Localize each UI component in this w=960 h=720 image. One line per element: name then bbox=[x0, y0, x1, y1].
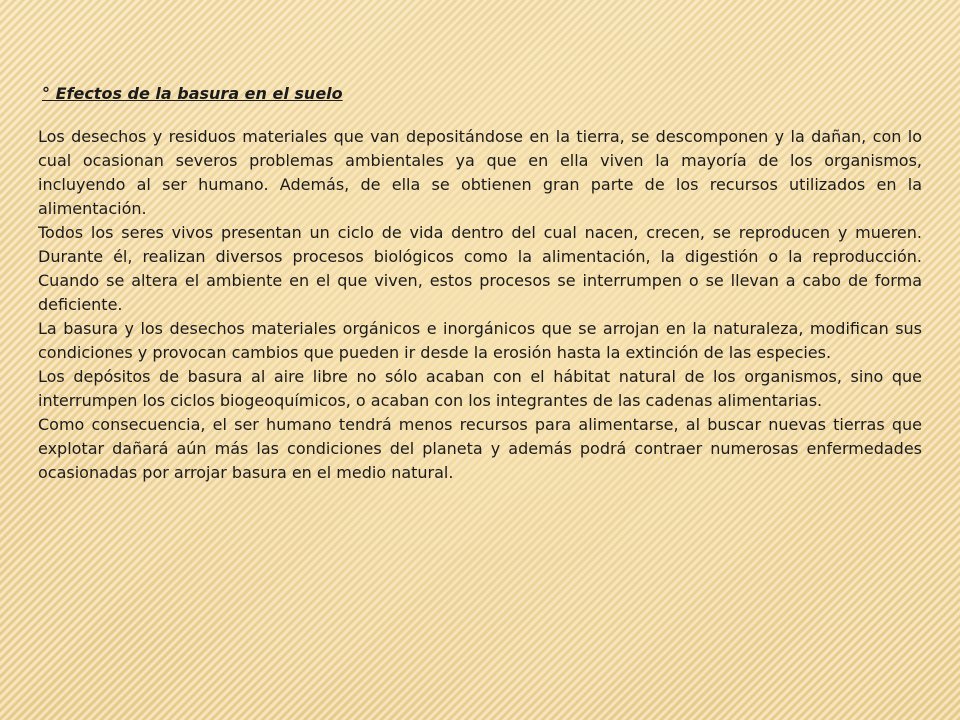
slide-content bbox=[38, 84, 922, 485]
slide-heading: ° Efectos de la basura en el suelo bbox=[42, 84, 343, 103]
paragraph-3: La basura y los desechos materiales orgánicos e inorgánicos que se arrojan en la naturaleza, modifican sus condiciones y provocan cambios que pueden ir desde la erosión hasta la extinción de las especies. bbox=[38, 319, 922, 362]
paragraph-2: Todos los seres vivos presentan un ciclo de vida dentro del cual nacen, crecen, se reproducen y mueren. Durante él, realizan diversos procesos biológicos como la alimentación, la digestión o la reproducción. Cuando se altera el ambiente en el que viven, estos procesos se interrumpen o se llevan a cabo de forma deficiente. bbox=[38, 223, 922, 314]
paragraph-5: Como consecuencia, el ser humano tendrá menos recursos para alimentarse, al buscar nuevas tierras que explotar dañará aún más las condiciones del planeta y además podrá contraer numerosas enfermedades ocasionadas por arrojar basura en el medio natural. bbox=[38, 415, 922, 482]
paragraph-1: Los desechos y residuos materiales que van depositándose en la tierra, se descomponen y la dañan, con lo cual ocasionan severos problemas ambientales ya que en ella viven la mayoría de los organismos, incluyendo al ser humano. Además, de ella se obtienen gran parte de los recursos utilizados en la alimentación. bbox=[38, 127, 922, 218]
paragraph-4: Los depósitos de basura al aire libre no sólo acaban con el hábitat natural de los organismos, sino que interrumpen los ciclos biogeoquímicos, o acaban con los integrantes de las cadenas alimentarias. bbox=[38, 367, 922, 410]
